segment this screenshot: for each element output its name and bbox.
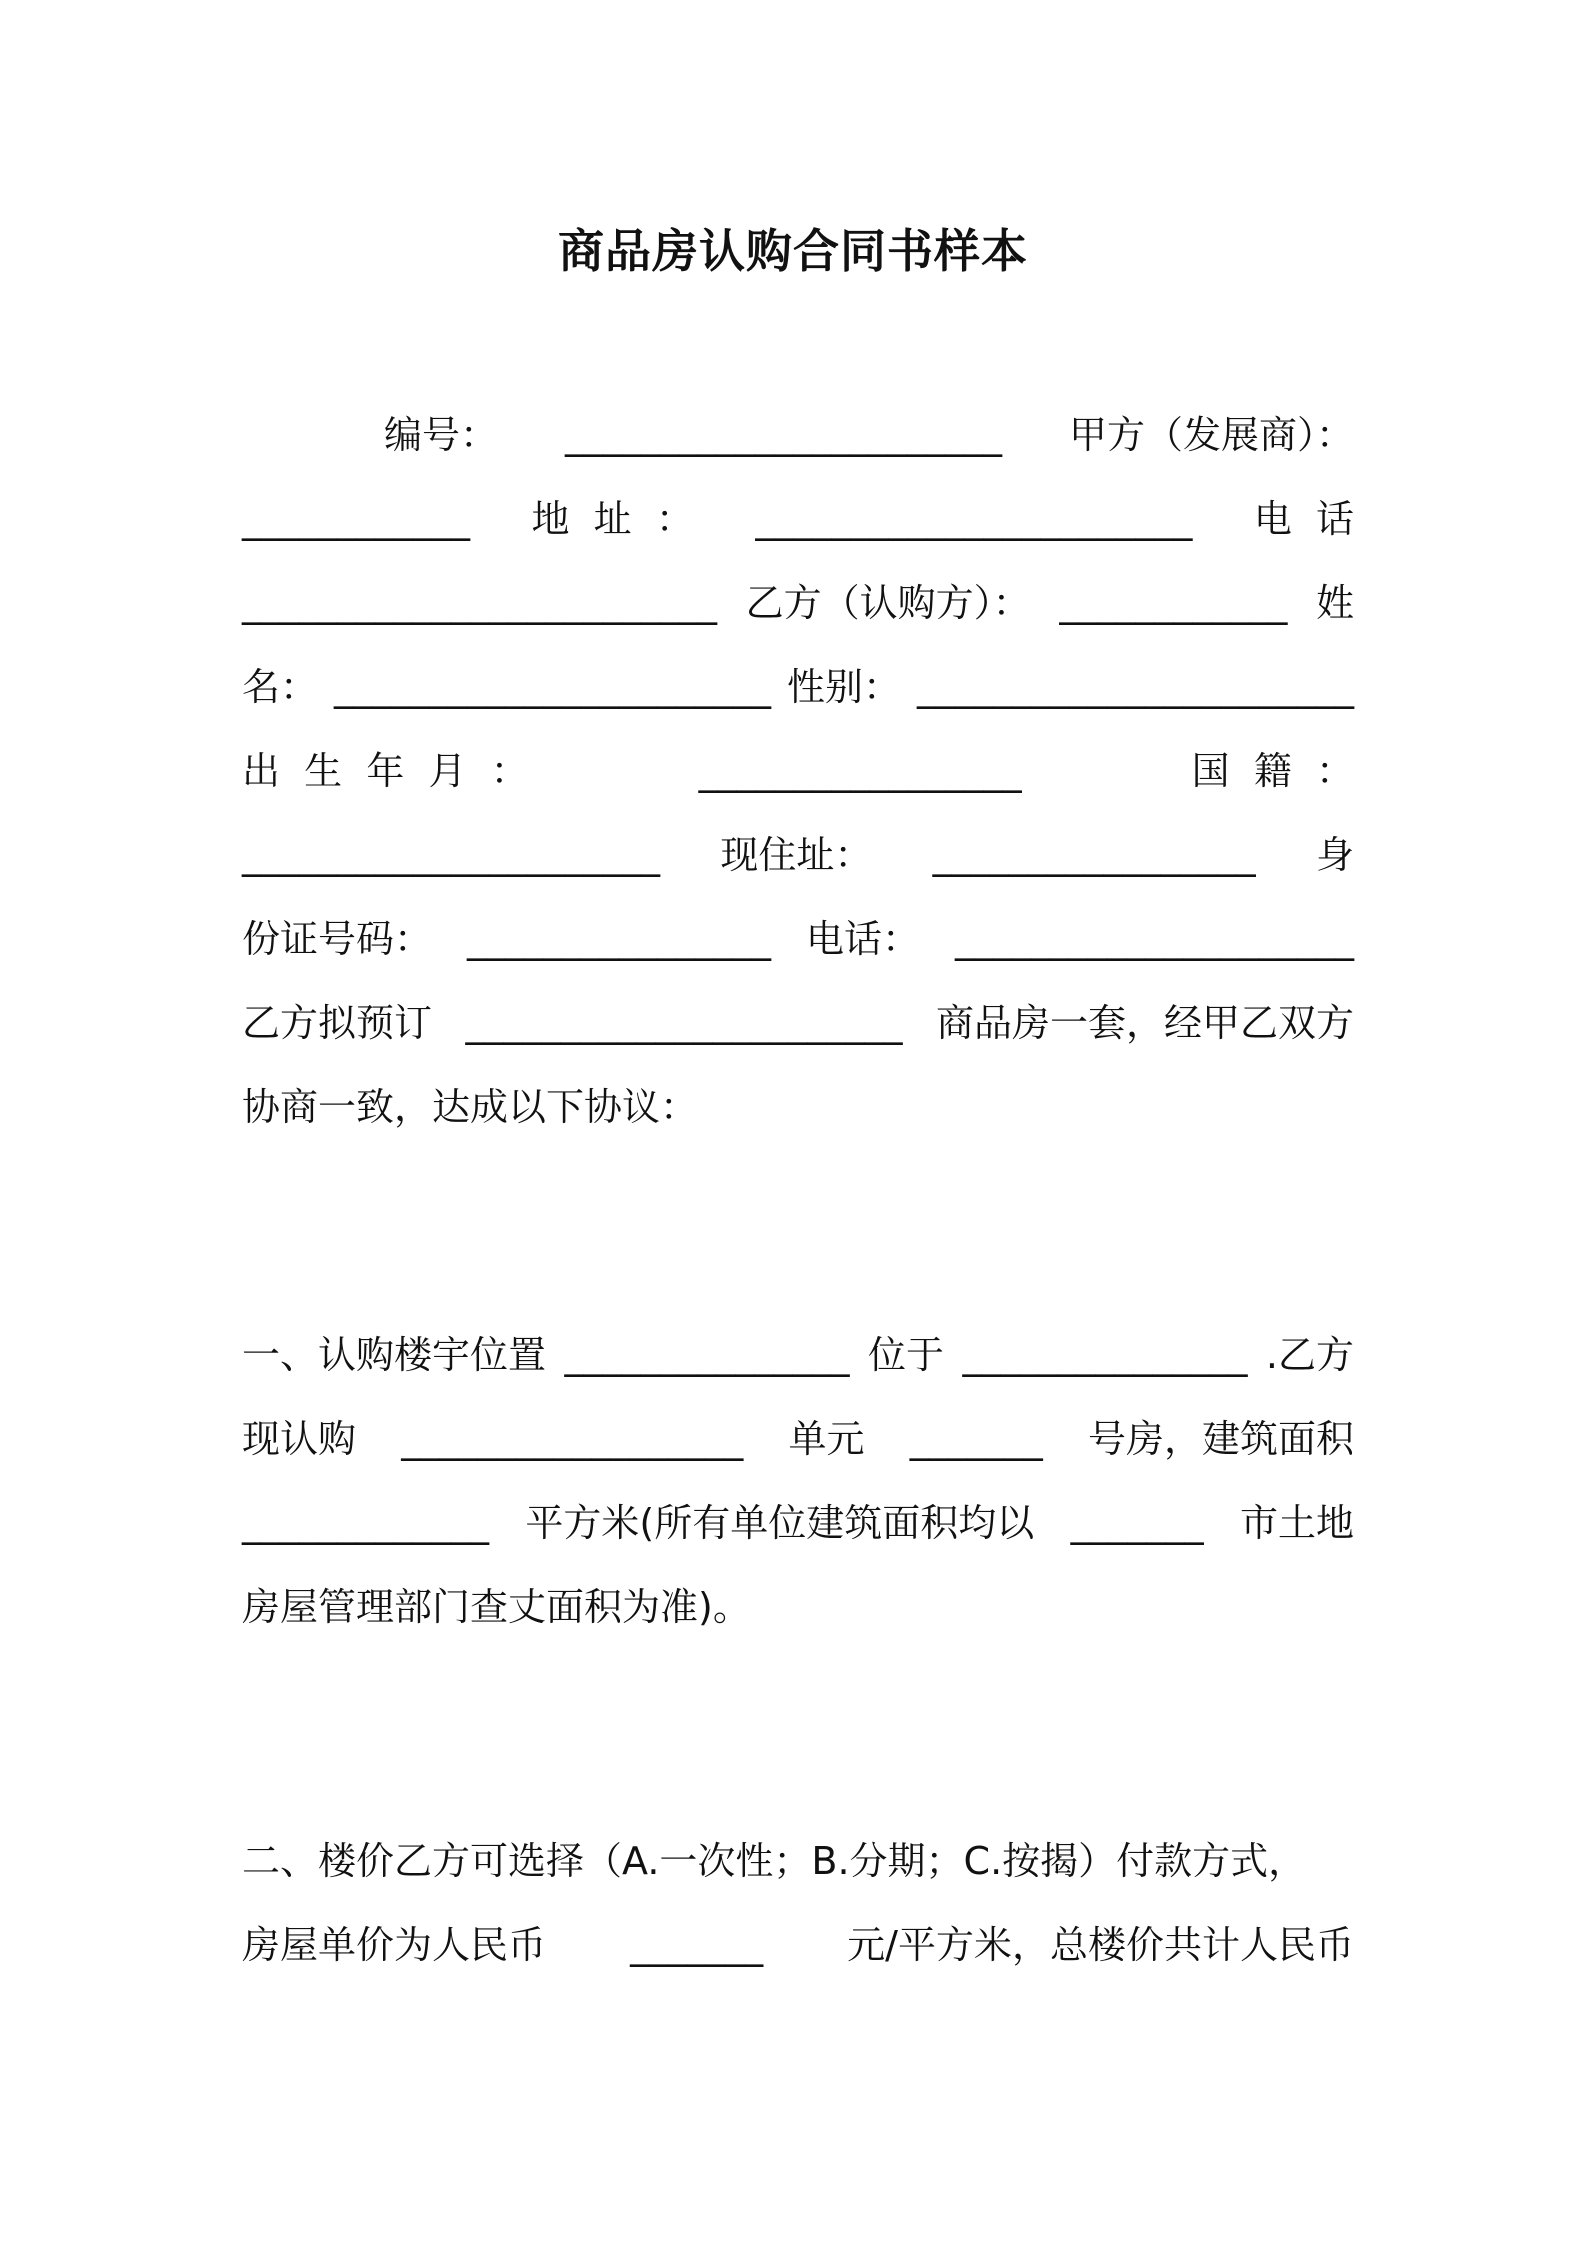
label-gender: 性别： <box>786 665 901 709</box>
line-serial-number <box>242 410 1354 460</box>
label-party-a: 甲方（发展商）： <box>1068 413 1354 457</box>
blank-birth-date: _________________ <box>698 749 1022 793</box>
line-address <box>242 494 1354 544</box>
line-clause-2a <box>242 1836 1354 1886</box>
line-name-gender <box>242 662 1354 712</box>
label-current-address: 现住址： <box>720 833 873 877</box>
document-title: 商品房认购合同书样本 <box>558 224 1028 278</box>
text-reservation-prefix: 乙方拟预订 <box>242 1001 433 1045</box>
line-id-phone <box>242 914 1354 964</box>
blank-address: _______________________ <box>755 497 1193 541</box>
blank-phone-a: _________________________ <box>242 581 717 625</box>
label-nationality: 国 籍 ： <box>1191 749 1354 793</box>
blank-current-address: _________________ <box>932 833 1256 877</box>
label-name-end: 名： <box>242 665 319 709</box>
blank-city: _______ <box>1070 1501 1204 1545</box>
text-square-meters: 平方米(所有单位建筑面积均以 <box>525 1501 1035 1545</box>
text-city-land: 市土地 <box>1239 1501 1354 1545</box>
text-unit: 单元 <box>788 1417 865 1461</box>
blank-serial-number: _______________________ <box>565 413 1002 457</box>
blank-property: _______________________ <box>465 1001 903 1045</box>
blank-nationality: ______________________ <box>242 833 660 877</box>
label-serial-number: 编号： <box>384 413 499 457</box>
text-located-at: 位于 <box>867 1333 944 1377</box>
label-party-b: 乙方（认购方）： <box>745 581 1031 625</box>
text-housing-dept: 房屋管理部门查丈面积为准)。 <box>242 1585 751 1629</box>
label-phone-b: 电话： <box>805 917 920 961</box>
text-clause-2-heading: 二、楼价乙方可选择（A.一次性；B.分期；C.按揭）付款方式， <box>242 1839 1307 1883</box>
line-current-address <box>242 830 1354 880</box>
blank-located-at: _______________ <box>962 1333 1248 1377</box>
line-clause-1b <box>242 1414 1354 1464</box>
line-reservation <box>242 998 1354 1048</box>
text-current-purchase: 现认购 <box>242 1417 357 1461</box>
blank-room-number: _______ <box>909 1417 1043 1461</box>
line-clause-1c <box>242 1498 1354 1548</box>
label-name-start: 姓 <box>1315 581 1354 625</box>
label-id-start: 身 <box>1315 833 1354 877</box>
label-id-number: 份证号码： <box>242 917 433 961</box>
blank-phone-b: _____________________ <box>954 917 1354 961</box>
text-total-price: 元/平方米，总楼价共计人民币 <box>847 1923 1354 1967</box>
line-clause-2b <box>242 1920 1354 1970</box>
blank-building-location: _______________ <box>564 1333 850 1377</box>
line-birth-nationality <box>242 746 1354 796</box>
blank-id-number: ________________ <box>467 917 771 961</box>
blank-unit-price: _______ <box>630 1923 764 1967</box>
text-party-b-continue: .乙方 <box>1265 1333 1354 1377</box>
text-reservation-suffix: 商品房一套，经甲乙双方 <box>935 1001 1354 1045</box>
text-agreement-intro: 协商一致，达成以下协议： <box>242 1085 699 1129</box>
blank-gender: _______________________ <box>916 665 1354 709</box>
label-address: 地 址 ： <box>531 497 694 541</box>
label-birth-date: 出 生 年 月 ： <box>242 749 529 793</box>
line-clause-1a <box>242 1330 1354 1380</box>
line-agreement-intro <box>242 1082 1354 1132</box>
blank-unit: __________________ <box>401 1417 744 1461</box>
text-room-area: 号房，建筑面积 <box>1087 1417 1354 1461</box>
line-clause-1d <box>242 1582 1354 1632</box>
blank-party-b: ____________ <box>1059 581 1288 625</box>
blank-party-a: ____________ <box>242 497 470 541</box>
blank-name: _______________________ <box>334 665 771 709</box>
text-unit-price: 房屋单价为人民币 <box>242 1923 547 1967</box>
label-phone-a: 电 话 <box>1253 497 1354 541</box>
line-party-b <box>242 578 1354 628</box>
text-clause-1-heading: 一、认购楼宇位置 <box>242 1333 547 1377</box>
blank-area: _____________ <box>242 1501 489 1545</box>
